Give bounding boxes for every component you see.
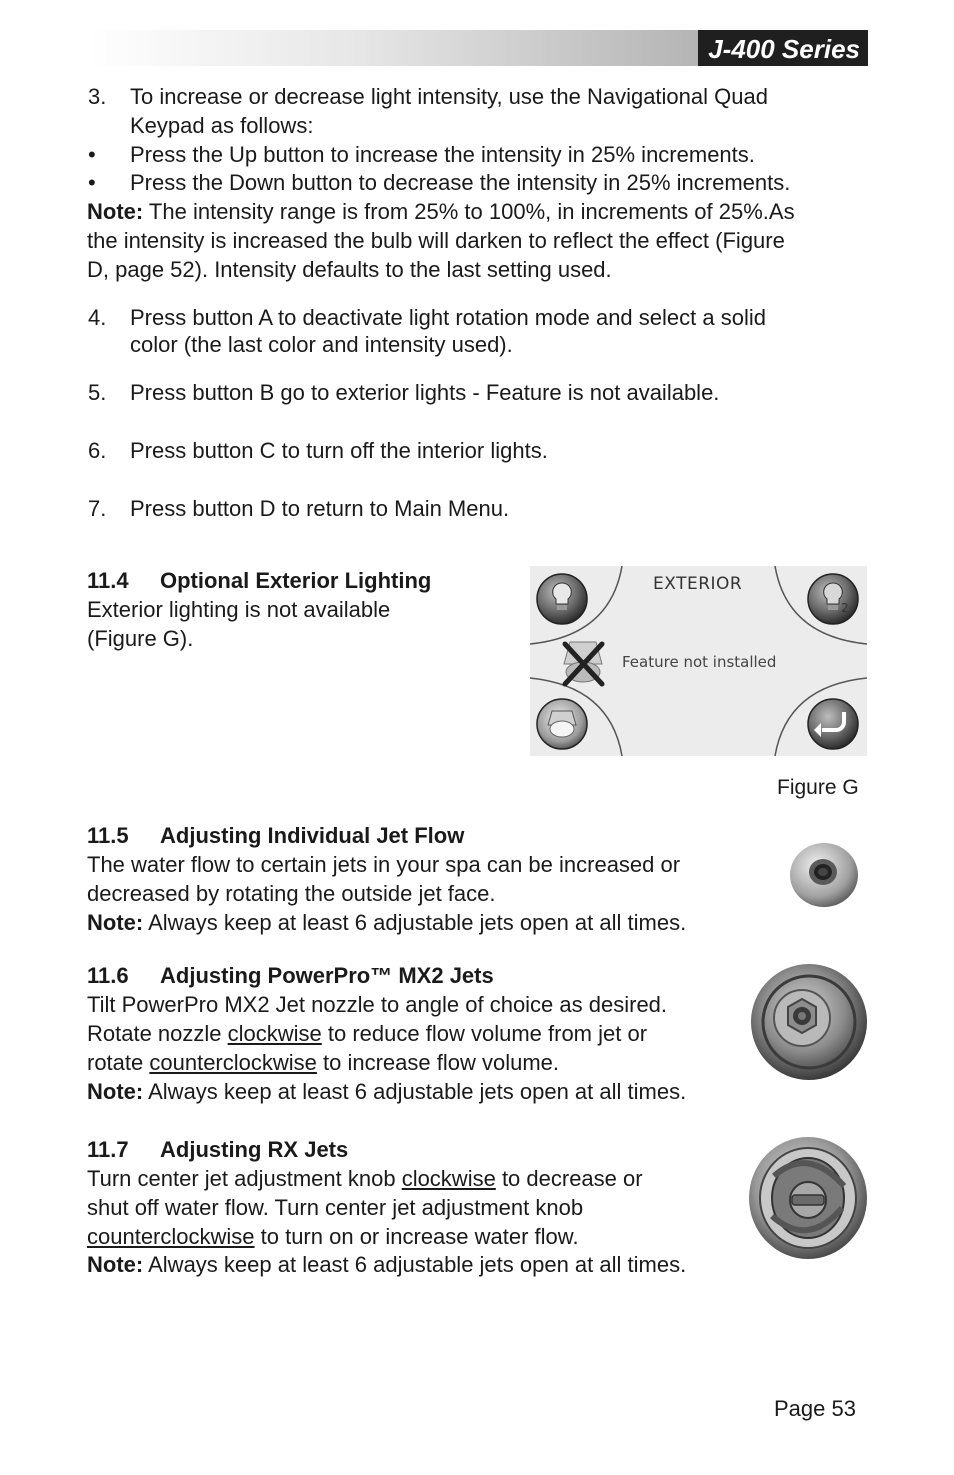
adjustable-jet-image xyxy=(787,838,861,912)
section-11-7-note xyxy=(87,1250,686,1279)
counterclockwise-underlined: counterclockwise xyxy=(149,1050,317,1075)
section-11-7-text-line3 xyxy=(87,1222,579,1251)
section-11-5-text-line1: The water flow to certain jets in your spa can be increased or xyxy=(87,852,681,877)
bullet-2-marker: • xyxy=(88,170,96,195)
bullet-2-text: Press the Down button to decrease the intensity in 25% increments. xyxy=(130,170,791,195)
note-text: The intensity range is from 25% to 100%, in increments of 25%.As xyxy=(143,199,795,224)
note-label: Note: xyxy=(87,910,144,935)
section-11-6-title: Adjusting PowerPro™ MX2 Jets xyxy=(160,963,494,988)
section-11-7-title: Adjusting RX Jets xyxy=(160,1137,349,1162)
step-3-number: 3. xyxy=(88,84,107,109)
clockwise-underlined: clockwise xyxy=(401,1166,496,1191)
step-7-number: 7. xyxy=(88,496,107,521)
bulb-badge-number: 2 xyxy=(841,601,849,615)
text-span: to turn on or increase water flow. xyxy=(254,1224,579,1249)
section-11-5-title: Adjusting Individual Jet Flow xyxy=(160,823,465,848)
section-11-7-text-line1 xyxy=(87,1164,643,1193)
step-6-text: Press button C to turn off the interior lights. xyxy=(130,438,548,463)
bulb-button-a-icon[interactable] xyxy=(537,574,587,624)
bulb-button-b-icon[interactable] xyxy=(808,574,858,624)
section-11-4-heading xyxy=(87,566,431,595)
section-11-5-note xyxy=(87,908,686,937)
section-11-7-number: 11.7 xyxy=(87,1137,129,1162)
page-number: Page 53 xyxy=(774,1396,856,1421)
text-span: to decrease or xyxy=(495,1166,643,1191)
intensity-note-line3: D, page 52). Intensity defaults to the last setting used. xyxy=(87,257,612,282)
intensity-note-line1 xyxy=(87,197,795,226)
exterior-light-disabled-icon xyxy=(564,642,602,684)
note-label: Note: xyxy=(87,1079,144,1104)
figure-g-caption: Figure G xyxy=(777,776,859,799)
section-11-4-title: Optional Exterior Lighting xyxy=(160,568,432,593)
step-7-text: Press button D to return to Main Menu. xyxy=(130,496,510,521)
step-4-number: 4. xyxy=(88,305,107,330)
intensity-note-line2: the intensity is increased the bulb will darken to reflect the effect (Figure xyxy=(87,228,785,253)
step-3-text-line2: Keypad as follows: xyxy=(130,113,314,138)
note-label: Note: xyxy=(87,1252,144,1277)
step-4-text-line1: Press button A to deactivate light rotation mode and select a solid xyxy=(130,305,766,330)
light-off-button-c-icon[interactable] xyxy=(537,699,587,749)
section-11-6-number: 11.6 xyxy=(87,963,129,988)
return-button-d-icon[interactable] xyxy=(808,699,858,749)
note-text: Always keep at least 6 adjustable jets open at all times. xyxy=(143,1252,687,1277)
step-5-number: 5. xyxy=(88,380,107,405)
step-5-text: Press button B go to exterior lights - Feature is not available. xyxy=(130,380,720,405)
step-3-text-line1: To increase or decrease light intensity, use the Navigational Quad xyxy=(130,84,768,109)
step-6-number: 6. xyxy=(88,438,107,463)
note-text: Always keep at least 6 adjustable jets open at all times. xyxy=(143,1079,687,1104)
section-11-6-text-line3 xyxy=(87,1048,559,1077)
section-11-6-note xyxy=(87,1077,686,1106)
text-span: to reduce flow volume from jet or xyxy=(321,1021,648,1046)
section-11-4-text-line1: Exterior lighting is not available xyxy=(87,597,391,622)
screen-title: EXTERIOR xyxy=(653,574,743,594)
powerpro-mx2-jet-image xyxy=(750,963,868,1081)
section-11-5-text-line2: decreased by rotating the outside jet face. xyxy=(87,881,496,906)
note-text: Always keep at least 6 adjustable jets open at all times. xyxy=(143,910,687,935)
rx-jet-image xyxy=(748,1136,868,1260)
bullet-1-marker: • xyxy=(88,142,96,167)
note-label: Note: xyxy=(87,199,144,224)
section-11-5-number: 11.5 xyxy=(87,823,129,848)
section-11-7-text-line2: shut off water flow. Turn center jet adjustment knob xyxy=(87,1195,584,1220)
section-11-6-text-line2 xyxy=(87,1019,647,1048)
series-title: J-400 Series xyxy=(698,30,868,66)
text-span: Turn center jet adjustment knob xyxy=(87,1166,402,1191)
text-span: Rotate nozzle xyxy=(87,1021,228,1046)
section-11-5-heading xyxy=(87,821,464,850)
text-span: rotate xyxy=(87,1050,150,1075)
clockwise-underlined: clockwise xyxy=(227,1021,322,1046)
step-4-text-line2: color (the last color and intensity used). xyxy=(130,332,513,357)
bullet-1-text: Press the Up button to increase the intensity in 25% increments. xyxy=(130,142,755,167)
section-11-7-heading xyxy=(87,1135,348,1164)
section-11-6-text-line1: Tilt PowerPro MX2 Jet nozzle to angle of choice as desired. xyxy=(87,992,668,1017)
counterclockwise-underlined: counterclockwise xyxy=(87,1224,255,1249)
section-11-4-number: 11.4 xyxy=(87,568,129,593)
section-11-4-text-line2: (Figure G). xyxy=(87,626,194,651)
feature-not-installed-message: Feature not installed xyxy=(622,653,777,671)
header-bar xyxy=(88,30,868,66)
figure-g-screen xyxy=(530,566,867,756)
section-11-6-heading xyxy=(87,961,494,990)
text-span: to increase flow volume. xyxy=(316,1050,559,1075)
